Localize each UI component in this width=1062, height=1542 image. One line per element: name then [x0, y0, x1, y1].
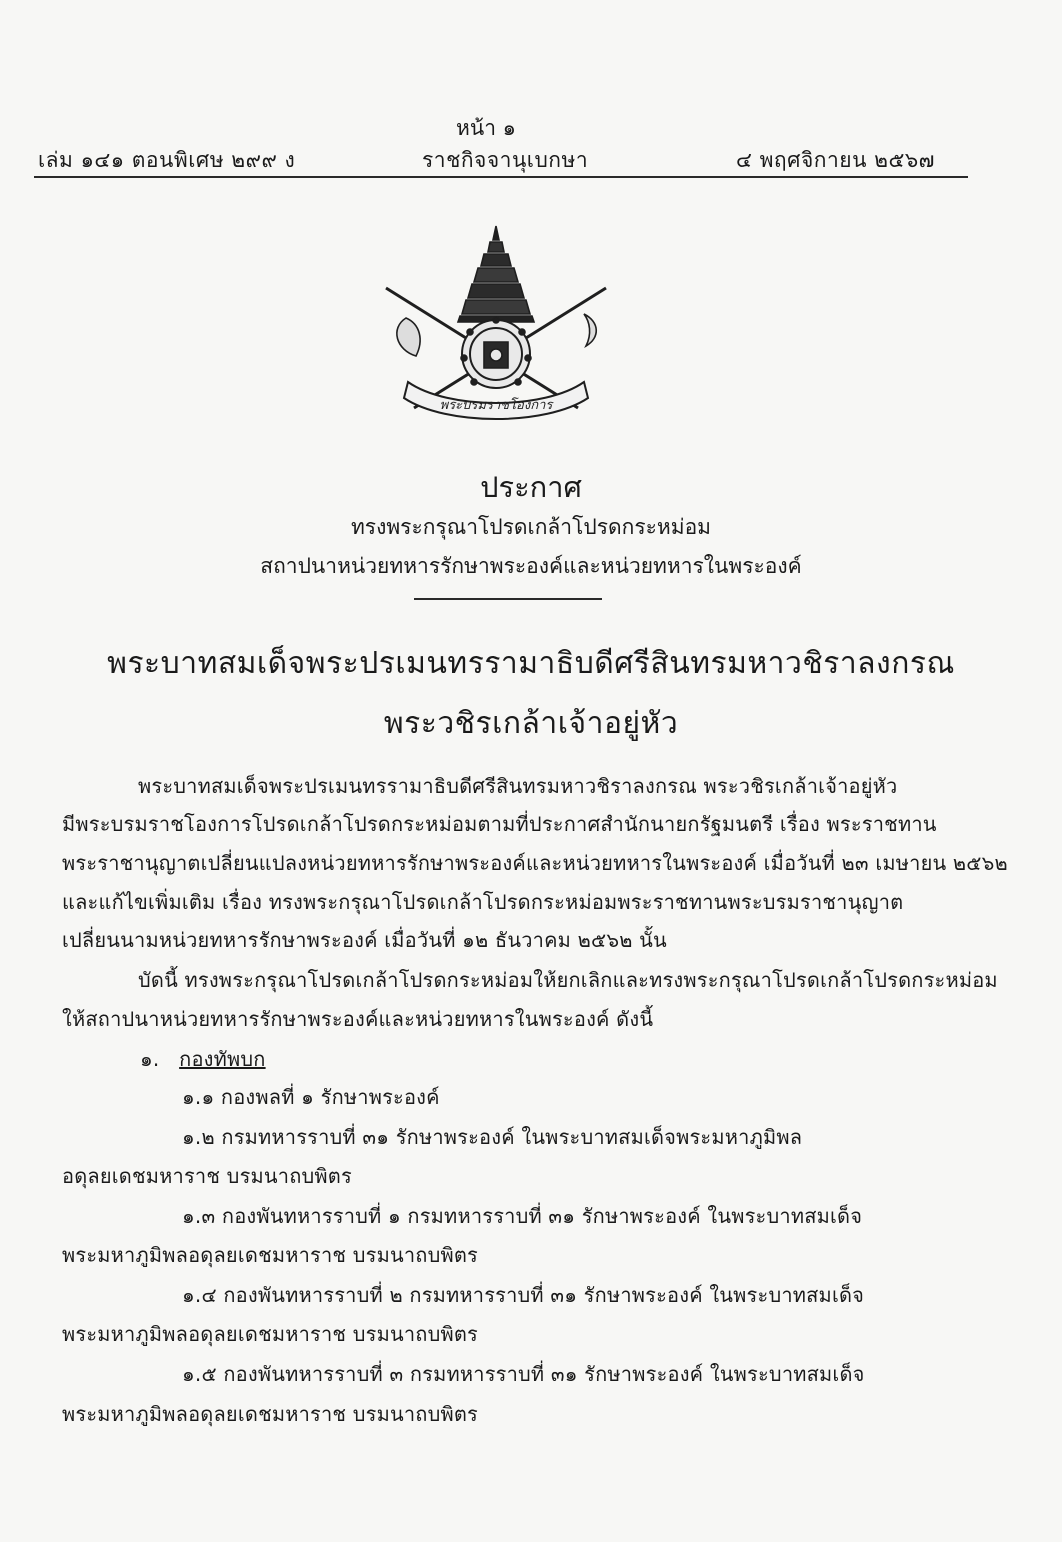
body-line: และแก้ไขเพิ่มเติม เรื่อง ทรงพระกรุณาโปรดเกล้าโปรดกระหม่อมพระราชทานพระบรมราชานุญาต — [62, 890, 904, 914]
section-heading — [140, 1043, 266, 1075]
gazette-date: ๔ พฤศจิกายน ๒๕๖๗ — [736, 148, 935, 172]
section-title: กองทัพบก — [179, 1047, 266, 1071]
body-line: พระบาทสมเด็จพระปรเมนทรรามาธิบดีศรีสินทรมหาวชิราลงกรณ พระวชิรเกล้าเจ้าอยู่หัว — [138, 774, 898, 798]
king-name-line2: พระวชิรเกล้าเจ้าอยู่หัว — [383, 706, 679, 741]
list-item: ๑.๓ กองพันทหารราบที่ ๑ กรมทหารราบที่ ๓๑ รักษาพระองค์ ในพระบาทสมเด็จ — [182, 1204, 863, 1228]
king-name-line1: พระบาทสมเด็จพระปรเมนทรรามาธิบดีศรีสินทรมหาวชิราลงกรณ — [107, 646, 955, 681]
body-line: พระราชานุญาตเปลี่ยนแปลงหน่วยทหารรักษาพระองค์และหน่วยทหารในพระองค์ เมื่อวันที่ ๒๓ เมษายน ๒๕๖๒ — [62, 851, 1008, 875]
title-divider — [414, 598, 602, 600]
list-item: ๑.๔ กองพันทหารราบที่ ๒ กรมทหารราบที่ ๓๑ รักษาพระองค์ ในพระบาทสมเด็จ — [182, 1283, 865, 1307]
list-item: ๑.๑ กองพลที่ ๑ รักษาพระองค์ — [182, 1085, 440, 1109]
list-item-continuation: พระมหาภูมิพลอดุลยเดชมหาราช บรมนาถบพิตร — [62, 1402, 478, 1426]
list-item-continuation: พระมหาภูมิพลอดุลยเดชมหาราช บรมนาถบพิตร — [62, 1322, 478, 1346]
svg-text:พระบรมราชโองการ: พระบรมราชโองการ — [439, 398, 553, 413]
body-line: เปลี่ยนนามหน่วยทหารรักษาพระองค์ เมื่อวันที่ ๑๒ ธันวาคม ๒๕๖๒ นั้น — [62, 928, 667, 952]
header-divider — [34, 176, 968, 178]
announcement-subtitle-line1: ทรงพระกรุณาโปรดเกล้าโปรดกระหม่อม — [350, 515, 712, 539]
list-item: ๑.๕ กองพันทหารราบที่ ๓ กรมทหารราบที่ ๓๑ รักษาพระองค์ ในพระบาทสมเด็จ — [182, 1362, 865, 1386]
gazette-volume: เล่ม ๑๔๑ ตอนพิเศษ ๒๙๙ ง — [38, 148, 296, 172]
list-item: ๑.๒ กรมทหารราบที่ ๓๑ รักษาพระองค์ ในพระบาทสมเด็จพระมหาภูมิพล — [182, 1125, 803, 1149]
section-number: ๑. — [140, 1047, 160, 1071]
page-number: หน้า ๑ — [456, 116, 516, 140]
body-line: บัดนี้ ทรงพระกรุณาโปรดเกล้าโปรดกระหม่อมให้ยกเลิกและทรงพระกรุณาโปรดเกล้าโปรดกระหม่อม — [138, 968, 998, 992]
body-line: มีพระบรมราชโองการโปรดเกล้าโปรดกระหม่อมตามที่ประกาศสำนักนายกรัฐมนตรี เรื่อง พระราชทาน — [62, 812, 937, 836]
royal-cypher-emblem-icon — [378, 222, 614, 426]
list-item-continuation: อดุลยเดชมหาราช บรมนาถบพิตร — [62, 1164, 352, 1188]
gazette-name: ราชกิจจานุเบกษา — [422, 148, 589, 172]
announcement-subtitle-line2: สถาปนาหน่วยทหารรักษาพระองค์และหน่วยทหารในพระองค์ — [260, 554, 802, 578]
list-item-continuation: พระมหาภูมิพลอดุลยเดชมหาราช บรมนาถบพิตร — [62, 1243, 478, 1267]
announcement-title: ประกาศ — [480, 470, 582, 504]
body-line: ให้สถาปนาหน่วยทหารรักษาพระองค์และหน่วยทหารในพระองค์ ดังนี้ — [62, 1007, 654, 1031]
